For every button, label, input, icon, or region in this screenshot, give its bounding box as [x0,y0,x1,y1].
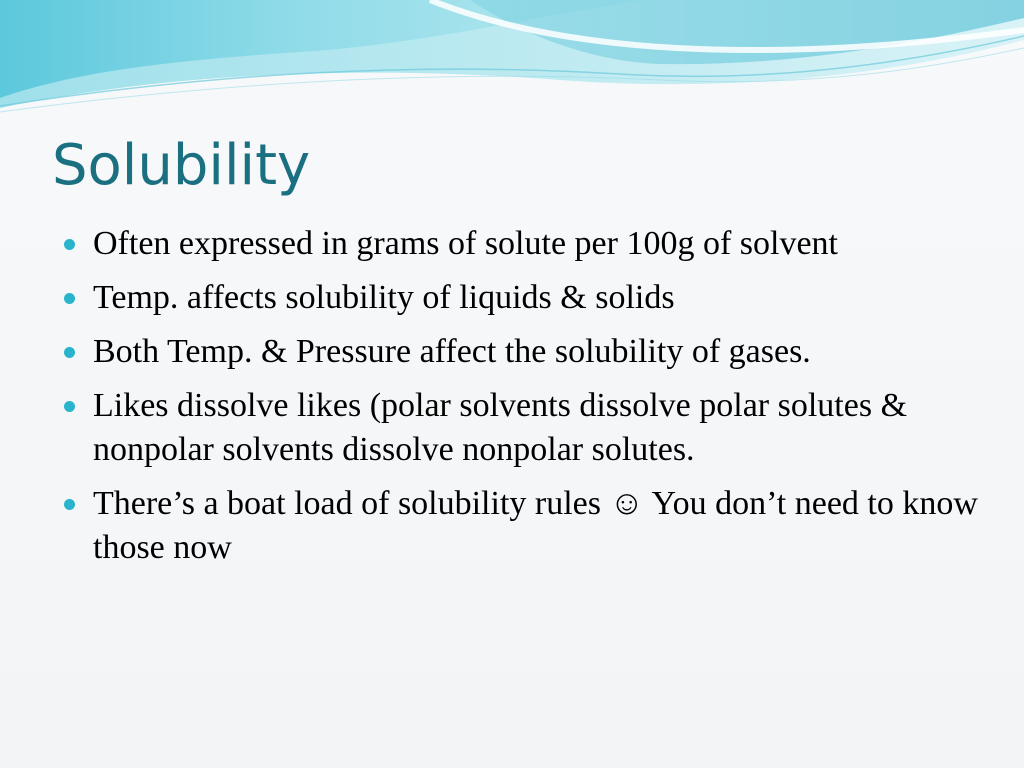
bullet-dot-icon [64,401,75,412]
slide-title: Solubility [52,133,311,198]
list-item [64,276,984,320]
bullet-dot-icon [64,293,75,304]
list-item [64,330,984,374]
bullet-text: Often expressed in grams of solute per 100g of solvent [93,225,838,262]
bullet-dot-icon [64,347,75,358]
bullet-text: There’s a boat load of solubility rules ☺ You don’t need to know those now [93,485,978,566]
bullet-text: Likes dissolve likes (polar solvents dissolve polar solutes & nonpolar solvents dissolve nonpolar solutes. [93,387,908,468]
bullet-list [64,222,984,580]
list-item [64,222,984,266]
bullet-text: Both Temp. & Pressure affect the solubility of gases. [93,333,811,370]
bullet-text: Temp. affects solubility of liquids & solids [93,279,675,316]
list-item [64,384,984,472]
bullet-dot-icon [64,239,75,250]
wave-header-decoration [0,0,1024,120]
bullet-dot-icon [64,499,75,510]
list-item [64,482,984,570]
